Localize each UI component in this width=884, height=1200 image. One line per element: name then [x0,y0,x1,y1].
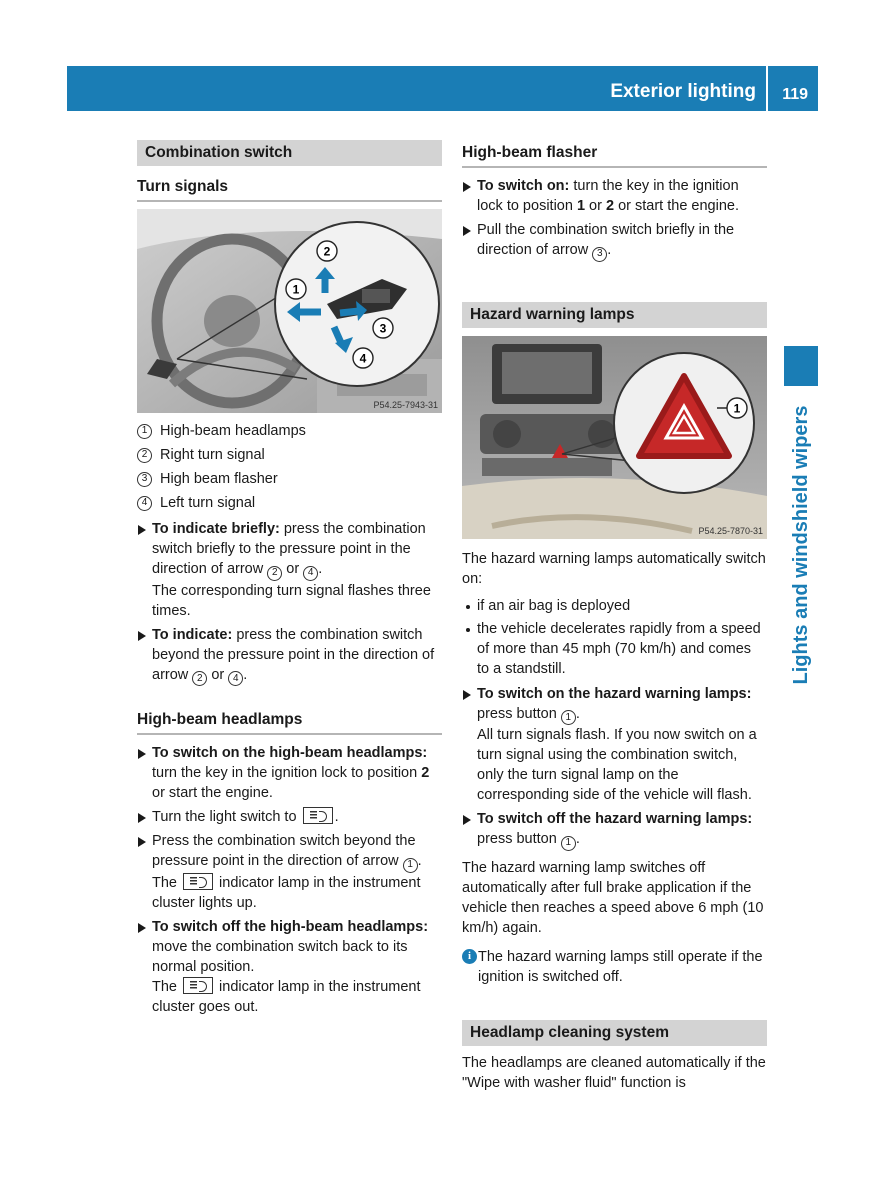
chapter-title: Exterior lighting [610,81,756,102]
step-label: To switch on the high-beam headlamps: [152,745,428,761]
step-text: press button [477,705,561,722]
ref-number: 2 [267,566,282,581]
step-text: . [607,242,612,258]
step-flasher-pull [462,220,767,262]
legend-text: Left turn signal [160,495,256,511]
step-indicate-briefly [137,519,442,621]
step-press-switch [137,831,442,913]
step-text: Press the combination switch beyond the pressure point in the direction of arrow [152,833,416,869]
high-beam-icon [183,873,213,890]
info-note [462,947,767,987]
step-text: or [585,198,606,214]
high-beam-icon [183,977,213,994]
heading-turn-signals: Turn signals [137,177,442,202]
step-light-switch [137,807,442,827]
bullet-item: the vehicle decelerates rapidly from a speed of more than 45 mph (70 km/h) and comes to a standstill. [462,619,767,679]
header-divider [766,66,768,111]
hazard-intro: The hazard warning lamps automatically switch on: [462,550,766,587]
step-label: To switch on the hazard warning lamps: [477,685,752,702]
step-text: or start the engine. [152,785,273,801]
step-text: The [152,978,182,995]
legend-item [137,419,442,443]
legend-item [137,467,442,491]
step-text: . [243,666,248,683]
step-text: . [334,809,339,825]
step-high-beam-on [137,743,442,803]
step-hazard-off [462,809,767,851]
hazard-switch-figure [462,336,767,539]
side-tab-marker [784,346,818,386]
legend-number: 4 [137,496,152,511]
callout-1-label: 1 [292,282,300,297]
step-text: press the combination switch beyond the pressure point in the direction of arrow [152,626,435,683]
step-text: The [152,874,182,891]
ignition-position: 2 [605,198,615,214]
heading-high-beam-flasher: High-beam flasher [462,143,767,168]
ignition-position: 1 [576,198,586,214]
step-text: . [417,853,422,869]
legend-item [137,491,442,515]
callout-3-label: 3 [379,321,387,336]
header-bar [67,66,818,111]
step-indicate [137,625,442,687]
legend-number: 3 [137,472,152,487]
step-text: or start the engine. [614,198,739,214]
figure-code: P54.25-7870-31 [698,525,763,536]
step-text: move the combination switch back to its normal position. [152,938,408,975]
step-label: To switch on: [477,178,570,194]
figure-code: P54.25-7943-31 [373,400,438,410]
step-text: press the combination switch briefly to the pressure point in the direction of arrow [152,521,426,577]
step-text: Turn the light switch to [152,809,301,825]
ignition-position: 2 [421,765,430,781]
step-flasher-on [462,176,767,216]
info-text: The hazard warning lamps still operate if the ignition is switched off. [478,948,763,985]
page-number: 119 [782,86,808,103]
step-text: indicator lamp in the instrument cluster goes out. [152,978,421,1015]
callout-4-label: 4 [359,351,367,366]
step-text: Pull the combination switch briefly in the direction of arrow [477,222,735,258]
step-hazard-on [462,684,767,806]
step-text: turn the key in the ignition lock to position [152,765,422,781]
ref-number: 1 [561,710,576,725]
step-text: . [318,561,323,577]
step-label: To switch off the high-beam headlamps: [152,918,429,935]
step-note [152,873,442,913]
legend-number: 2 [137,448,152,463]
combination-switch-figure [137,209,442,413]
step-label: To switch off the hazard warning lamps: [477,811,753,827]
ref-number: 3 [592,247,607,262]
legend-text: High beam flasher [160,471,278,487]
step-text: . [575,831,580,847]
section-title-hazard-warning-lamps: Hazard warning lamps [462,302,767,328]
step-high-beam-off [137,917,442,1017]
step-text: or [282,561,304,577]
step-label: To indicate: [152,626,233,643]
bullet-item: if an air bag is deployed [462,596,767,616]
ref-number: 4 [303,566,318,581]
ref-number: 1 [403,858,418,873]
step-text: indicator lamp in the instrument cluster lights up. [152,874,421,911]
center-console-illustration [462,336,767,539]
step-text: or [207,666,229,683]
legend-text: High-beam headlamps [160,423,306,439]
step-label: To indicate briefly: [152,521,280,537]
side-tab-label: Lights and windshield wipers [790,405,812,685]
steering-wheel-illustration [137,209,442,413]
section-title-headlamp-cleaning: Headlamp cleaning system [462,1020,767,1046]
section-title-combination-switch: Combination switch [137,140,442,166]
heading-high-beam-headlamps: High-beam headlamps [137,710,442,735]
callout-1-label: 1 [733,401,741,415]
step-text: turn the key in the ignition lock to position [477,178,739,214]
legend-number: 1 [137,424,152,439]
callout-2-label: 2 [323,244,331,259]
step-note: All turn signals flash. If you now switch on a turn signal using the combination switch, only the turn signal lamp on the corresponding side of the vehicle will flash. [477,727,757,803]
hazard-auto-off-paragraph: The hazard warning lamp switches off automatically after full brake application if the vehicle then reaches a speed above 6 mph (10 km/h) again. [462,859,764,936]
right-column [462,140,767,1093]
step-note: The corresponding turn signal flashes three times. [152,582,431,619]
info-icon: i [462,949,477,964]
step-text: . [575,705,580,722]
step-note [152,977,442,1017]
ref-number: 4 [228,671,243,686]
high-beam-icon [303,807,333,824]
legend-text: Right turn signal [160,447,265,463]
step-text: press button [477,831,561,847]
legend-item [137,443,442,467]
headlamp-cleaning-paragraph: The headlamps are cleaned automatically if the "Wipe with washer fluid" function is [462,1054,766,1091]
ref-number: 2 [192,671,207,686]
left-column [137,140,442,1017]
ref-number: 1 [561,836,576,851]
legend-list [137,419,442,515]
